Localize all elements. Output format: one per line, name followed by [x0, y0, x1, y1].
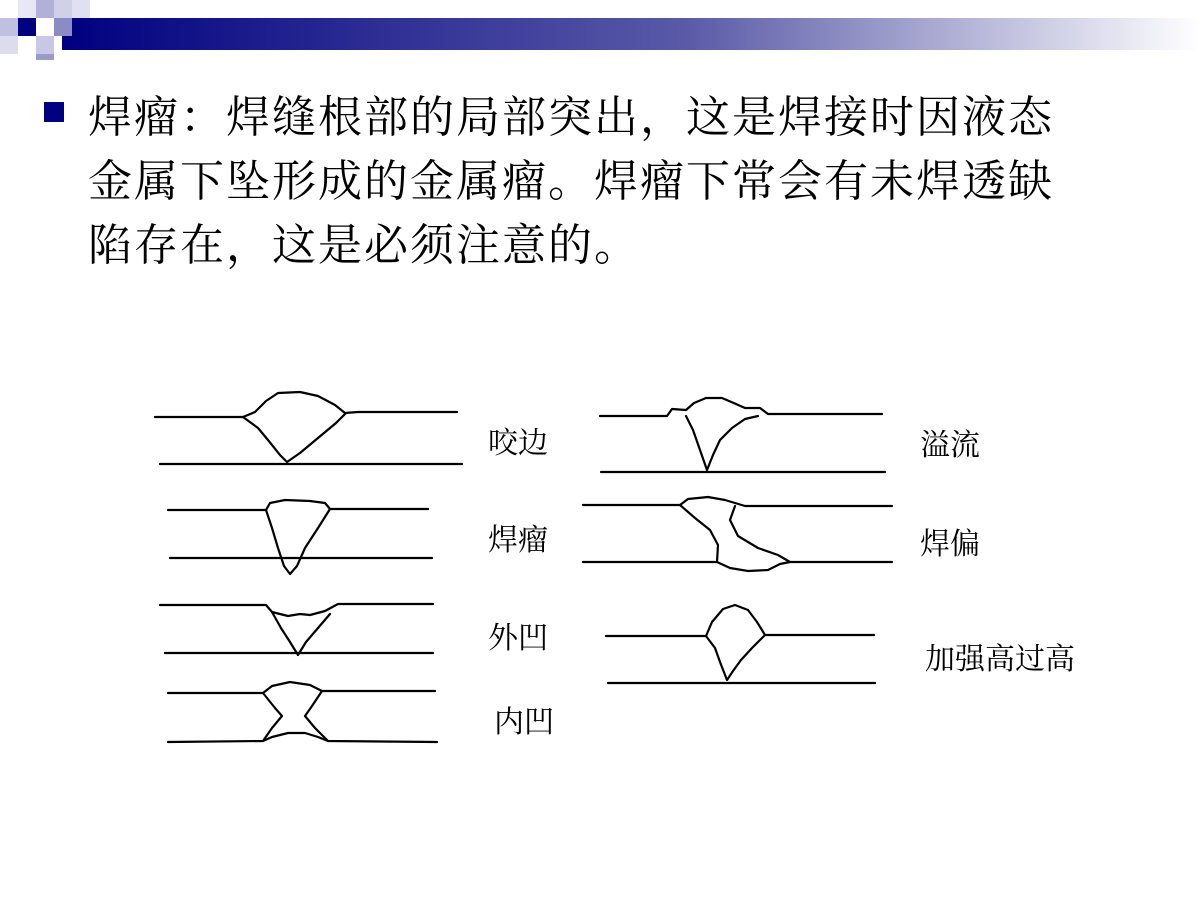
weld-offset-figure	[583, 497, 892, 571]
undercut-figure	[155, 392, 462, 464]
label-undercut: 咬边	[488, 426, 548, 461]
weld-tumor-figure	[168, 500, 432, 574]
label-internal-concavity: 内凹	[494, 705, 554, 740]
label-weld-offset: 焊偏	[920, 527, 980, 562]
label-external-concavity: 外凹	[488, 621, 548, 656]
label-weld-tumor: 焊瘤	[488, 523, 548, 558]
external-concavity-figure	[160, 604, 433, 655]
label-excess-reinforcement: 加强高过高	[925, 642, 1075, 677]
overflow-figure	[600, 398, 885, 472]
bullet-text: 焊瘤：焊缝根部的局部突出，这是焊接时因液态金属下坠形成的金属瘤。焊瘤下常会有未焊透缺陷存在，这是必须注意的。	[88, 92, 1054, 271]
label-overflow: 溢流	[920, 428, 980, 463]
internal-concavity-figure	[168, 682, 437, 742]
excess-reinforcement-figure	[606, 605, 875, 683]
